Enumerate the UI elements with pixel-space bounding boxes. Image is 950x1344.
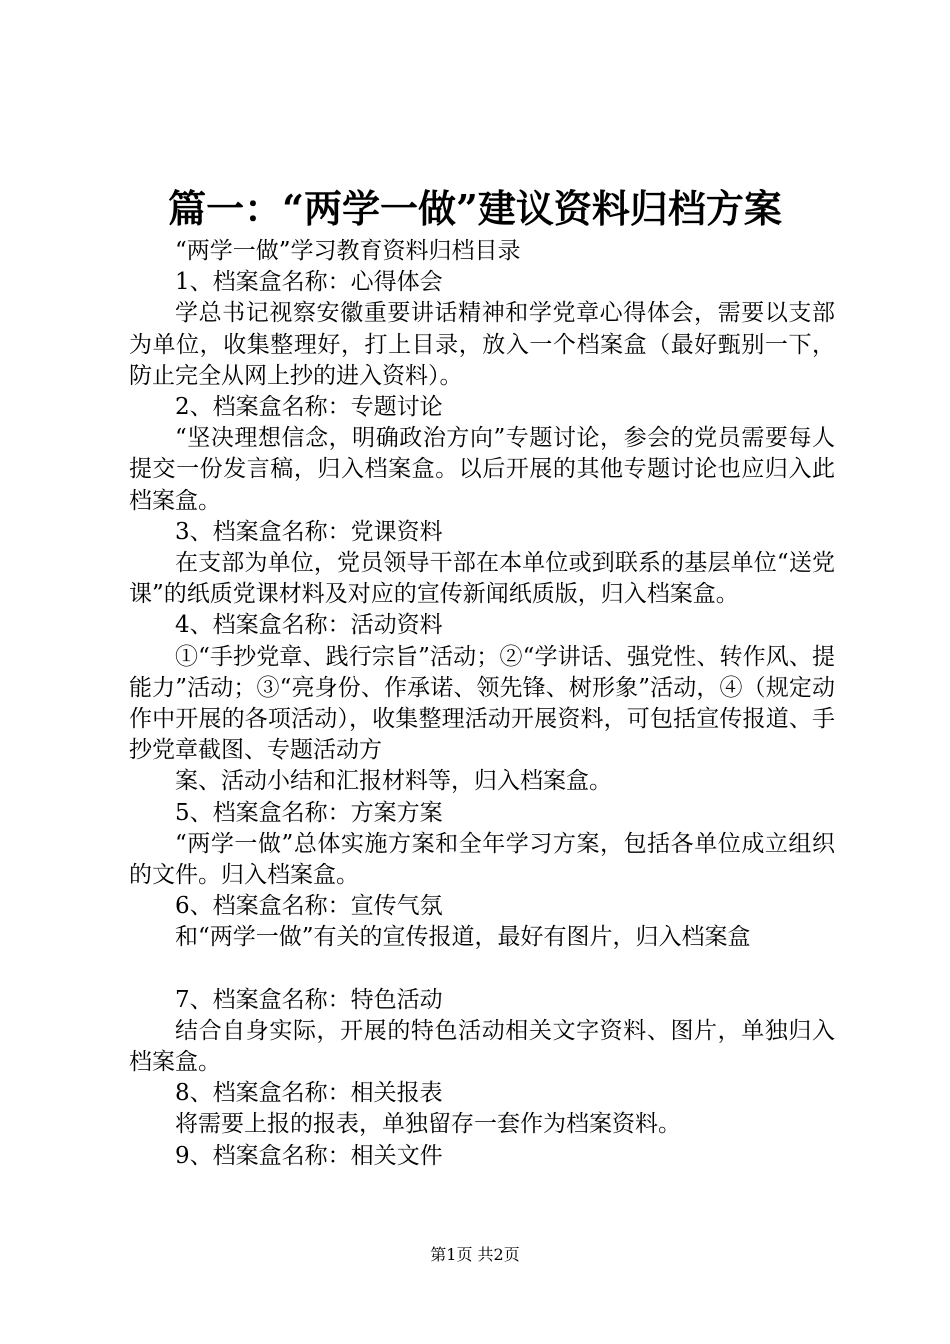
document-body [129, 236, 835, 1172]
blank-line [129, 954, 835, 985]
section-heading: 9、档案盒名称：相关文件 [175, 1142, 443, 1169]
paragraph: “两学一做”总体实施方案和全年学习方案，包括各单位成立组织的文件。归入档案盒。 [129, 830, 835, 889]
section-heading: 7、档案盒名称：特色活动 [175, 986, 443, 1013]
paragraph: 结合自身实际，开展的特色活动相关文字资料、图片，单独归入档案盒。 [129, 1017, 835, 1076]
section-heading: 5、档案盒名称：方案方案 [175, 799, 443, 826]
section-heading: 2、档案盒名称：专题讨论 [175, 394, 443, 421]
section-heading: 1、档案盒名称：心得体会 [175, 269, 443, 296]
paragraph: 将需要上报的报表，单独留存一套作为档案资料。 [175, 1111, 681, 1138]
section-heading: 8、档案盒名称：相关报表 [175, 1080, 443, 1107]
section-heading: 6、档案盒名称：宣传气氛 [175, 893, 443, 920]
paragraph: 在支部为单位，党员领导干部在本单位或到联系的基层单位“送党课”的纸质党课材料及对应的宣传新闻纸质版，归入档案盒。 [129, 550, 835, 608]
paragraph: “两学一做”学习教育资料归档目录 [175, 238, 521, 264]
paragraph: 和“两学一做”有关的宣传报道，最好有图片，归入档案盒 [175, 924, 751, 951]
paragraph: 案、活动小结和汇报材料等，归入档案盒。 [175, 768, 612, 795]
paragraph: ①“手抄党章、践行宗旨”活动；②“学讲话、强党性、转作风、提能力”活动；③“亮身份、作承诺、领先锋、树形象”活动，④（规定动作中开展的各项活动），收集整理活动开展资料，可包括宣传报道、手抄党章截图、专题活动方 [129, 643, 835, 764]
paragraph: 学总书记视察安徽重要讲话精神和学党章心得体会，需要以支部为单位，收集整理好，打上目录，放入一个档案盒（最好甄别一下，防止完全从网上抄的进入资料）。 [129, 300, 835, 389]
paragraph: “坚决理想信念，明确政治方向”专题讨论，参会的党员需要每人提交一份发言稿，归入档案盒。以后开展的其他专题讨论也应归入此档案盒。 [129, 425, 835, 514]
section-heading: 3、档案盒名称：党课资料 [175, 518, 443, 545]
section-heading: 4、档案盒名称：活动资料 [175, 612, 443, 639]
document-title: 篇一：“两学一做”建议资料归档方案 [168, 186, 782, 231]
page-footer: 第1页 共2页 [430, 1245, 520, 1264]
